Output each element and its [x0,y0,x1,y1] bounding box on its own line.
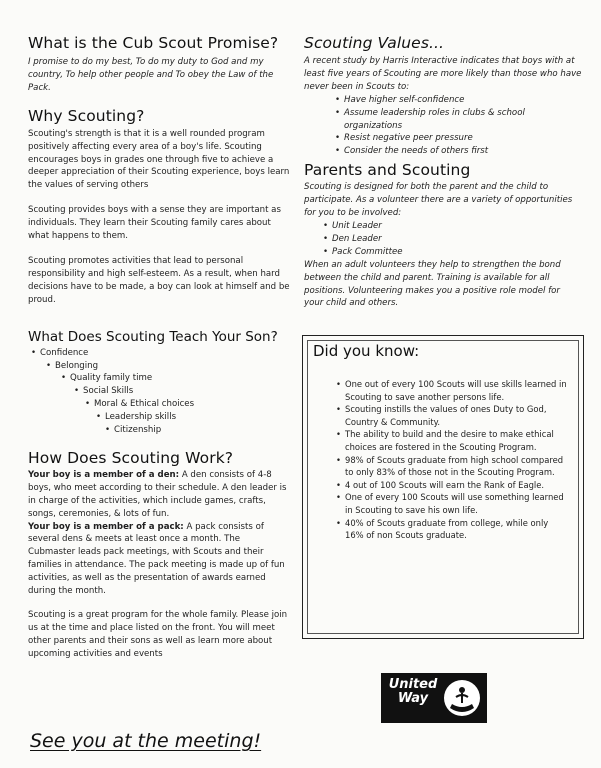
teach-item: • Quality family time [70,372,290,385]
values-item: • Consider the needs of others first [344,145,582,158]
promise-text: I promise to do my best, To do my duty to God and my country, To help other people and To obey the Law of the Pack. [28,57,274,93]
den-text: A den consists of 4-8 boys, who meet according to their schedule. A den leader is in charge of the activities, which include games, crafts, songs, ceremonies, & lots of fun. [28,469,287,519]
values-item: • Assume leadership roles in clubs & school organizations [344,107,582,133]
why-paragraph-3: Scouting promotes activities that lead to personal responsibility and high self-esteem. As a result, when hard decisions have to be made, a boy can look at himself and be proud. [28,255,290,305]
parents-item: • Den Leader [332,233,582,246]
why-paragraph-1: Scouting's strength is that it is a well rounded program positively affecting every area of a boy's life. Scouting encourages boys in grades one through five to achieve a deeper appreciation of their Scouting experience, boys learn the values of serving others [28,128,290,191]
why-paragraph-2: Scouting provides boys with a sense they are important as individuals. They learn their Scouting family cares about what happens to them. [28,205,281,242]
parents-item: • Pack Committee [332,246,582,259]
den-paragraph [28,469,290,521]
values-list [344,94,582,159]
teach-item: • Citizenship [114,424,290,437]
teach-item: • Moral & Ethical choices [94,398,290,411]
helping-hand-icon [442,678,482,718]
united-way-line-2: Way [397,691,429,706]
fact-item: • One of every 100 Scouts will use something learned in Scouting to save his own life. [345,491,569,516]
united-way-logo [381,673,487,723]
did-you-know-heading: Did you know: [313,342,420,360]
did-you-know-list [345,378,569,542]
fact-item: • 40% of Scouts graduate from college, while only 16% of non Scouts graduate. [345,517,569,542]
how-heading: How Does Scouting Work? [28,448,234,467]
teach-item: • Leadership skills [105,411,290,424]
closing-paragraph: Scouting is a great program for the whole family. Please join us at the time and place listed on the front. You will meet other parents and their sons as well as learn more about upcoming activities and events [28,610,288,659]
right-column [304,34,582,310]
did-you-know-box [302,335,584,639]
pack-paragraph [28,521,290,598]
teach-item: • Social Skills [83,385,290,398]
fact-item: • One out of every 100 Scouts will use skills learned in Scouting to save another persons life. [345,378,569,403]
left-column [28,34,290,661]
fact-item: • 4 out of 100 Scouts will earn the Rank of Eagle. [345,479,569,492]
united-way-wordmark [386,678,440,706]
pack-lead: Your boy is a member of a pack: [28,521,184,532]
parents-outro: When an adult volunteers they help to strengthen the bond between the child and parent. Training is available for all positions. Volunteering makes you a positive role model for your child and others. [304,259,561,309]
den-lead: Your boy is a member of a den: [28,469,180,480]
fact-item: • 98% of Scouts graduate from high school compared to only 83% of those not in the Scouting Program. [345,454,569,479]
teach-item: • Belonging [55,360,290,373]
see-you-banner: See you at the meeting! [30,730,262,752]
fact-item: • The ability to build and the desire to make ethical choices are fostered in the Scouting Program. [345,428,569,453]
teach-list [28,347,290,437]
values-heading: Scouting Values... [304,34,445,52]
why-heading: Why Scouting? [28,106,145,125]
fact-item: • Scouting instills the values of ones Duty to God, Country & Community. [345,403,569,428]
united-way-line-1: United [388,677,438,692]
teach-item: • Confidence [40,347,290,360]
parents-intro: Scouting is designed for both the parent and the child to participate. As a volunteer there are a variety of opportunities for you to be involved: [304,182,573,219]
pack-text: A pack consists of several dens & meets at least once a month. The Cubmaster leads pack meetings, with Scouts and their families in attendance. The pack meeting is made up of fun activities, as well as the presentation of awards earned during the month. [28,521,285,597]
values-item: • Have higher self-confidence [344,94,582,107]
parents-list [332,220,582,259]
teach-heading: What Does Scouting Teach Your Son? [28,328,278,345]
promise-heading: What is the Cub Scout Promise? [28,34,279,52]
parents-heading: Parents and Scouting [304,161,471,180]
values-intro: A recent study by Harris Interactive indicates that boys with at least five years of Scouting are more likely than those who have never been in Scouts to: [304,56,582,92]
values-item: • Resist negative peer pressure [344,132,582,145]
parents-item: • Unit Leader [332,220,582,233]
